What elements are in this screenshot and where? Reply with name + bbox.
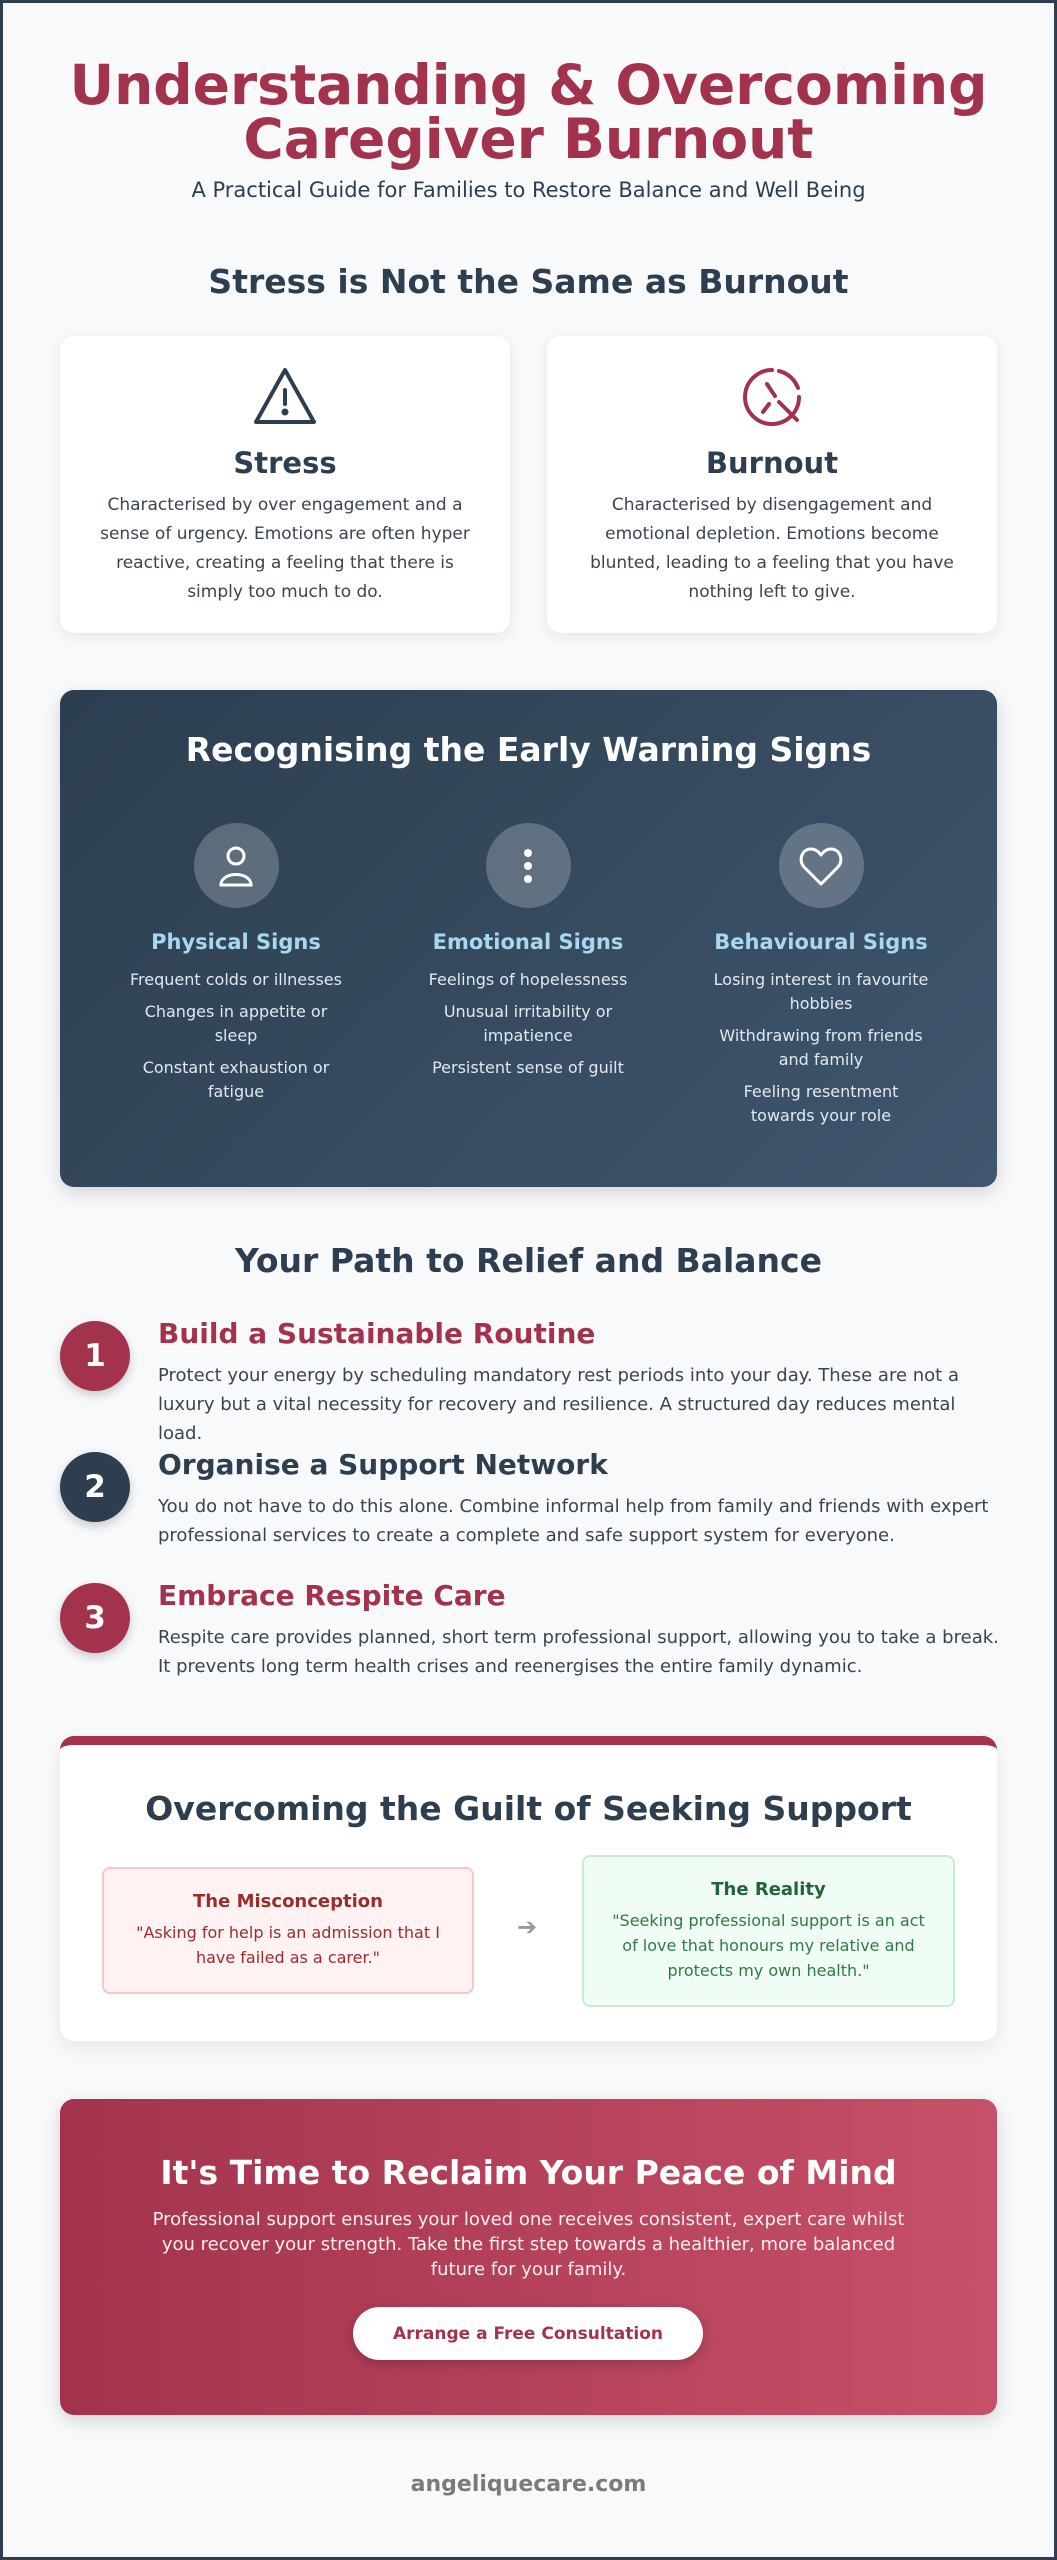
step-text: Respite care provides planned, short term professional support, allowing you to take a break. It prevents long term health crises and reenergises the entire family dynamic. bbox=[158, 1627, 999, 1677]
step-2 bbox=[60, 1448, 997, 1552]
reality-text: "Seeking professional support is an act of love that honours my relative and protects my own health." bbox=[612, 1911, 925, 1980]
emotional-signs-column bbox=[408, 823, 648, 1088]
broken-circle-icon bbox=[547, 364, 997, 434]
step-number-badge: 3 bbox=[60, 1583, 130, 1653]
warning-heading: Recognising the Early Warning Signs bbox=[185, 730, 872, 769]
stress-text: Characterised by over engagement and a sense of urgency. Emotions are often hyper reactive, creating a feeling that there is simply too much to do. bbox=[100, 495, 470, 602]
misconception-text: "Asking for help is an admission that I have failed as a carer." bbox=[136, 1923, 440, 1967]
list-item: Withdrawing from friends and family bbox=[719, 1026, 923, 1069]
cta-panel bbox=[60, 2099, 997, 2415]
physical-signs-title: Physical Signs bbox=[151, 930, 321, 954]
burnout-title: Burnout bbox=[705, 446, 839, 480]
person-icon bbox=[194, 823, 279, 908]
page-title bbox=[0, 53, 1057, 171]
warning-triangle-icon bbox=[60, 364, 510, 434]
title-line-2: Caregiver Burnout bbox=[243, 107, 814, 171]
step-title: Organise a Support Network bbox=[158, 1448, 608, 1481]
behavioural-signs-title: Behavioural Signs bbox=[714, 930, 928, 954]
step-text: You do not have to do this alone. Combine informal help from family and friends with expert professional services to create a complete and safe support system for everyone. bbox=[158, 1496, 989, 1546]
reality-title: The Reality bbox=[711, 1879, 826, 1900]
behavioural-signs-column bbox=[701, 823, 941, 1136]
stress-title: Stress bbox=[233, 446, 337, 480]
step-text: Protect your energy by scheduling mandatory rest periods into your day. These are not a luxury but a vital necessity for recovery and resilience. A structured day reduces mental load. bbox=[158, 1365, 959, 1444]
step-title: Build a Sustainable Routine bbox=[158, 1317, 596, 1350]
list-item: Feeling resentment towards your role bbox=[743, 1082, 899, 1125]
heart-icon bbox=[779, 823, 864, 908]
list-item: Losing interest in favourite hobbies bbox=[713, 970, 929, 1013]
path-heading: Your Path to Relief and Balance bbox=[234, 1241, 822, 1280]
burnout-text: Characterised by disengagement and emotional depletion. Emotions become blunted, leading to a feeling that you have nothing left to give. bbox=[590, 495, 954, 602]
warning-signs-panel bbox=[60, 690, 997, 1187]
list-item: Changes in appetite or sleep bbox=[144, 1002, 328, 1045]
arrow-right-icon: ➔ bbox=[517, 1913, 538, 1941]
cta-text: Professional support ensures your loved one receives consistent, expert care whilst you recover your strength. Take the first step towards a healthier, more balanced future for your family. bbox=[152, 2209, 905, 2280]
list-item: Persistent sense of guilt bbox=[432, 1058, 624, 1077]
comparison-heading: Stress is Not the Same as Burnout bbox=[208, 262, 849, 301]
guilt-heading: Overcoming the Guilt of Seeking Support bbox=[145, 1789, 912, 1828]
step-number-badge: 2 bbox=[60, 1452, 130, 1522]
consultation-button[interactable]: Arrange a Free Consultation bbox=[353, 2307, 703, 2360]
misconception-box bbox=[102, 1867, 474, 1994]
misconception-title: The Misconception bbox=[193, 1891, 383, 1912]
page-subtitle: A Practical Guide for Families to Restore Balance and Well Being bbox=[191, 178, 866, 202]
step-3 bbox=[60, 1579, 999, 1683]
stress-card bbox=[60, 336, 510, 633]
list-item: Frequent colds or illnesses bbox=[130, 970, 342, 989]
list-item: Unusual irritability or impatience bbox=[443, 1002, 613, 1045]
footer-site-link[interactable]: angeliquecare.com bbox=[410, 2472, 647, 2497]
step-title: Embrace Respite Care bbox=[158, 1579, 506, 1612]
physical-signs-column bbox=[116, 823, 356, 1112]
title-line-1: Understanding & Overcoming bbox=[69, 53, 988, 117]
vertical-dots-icon bbox=[486, 823, 571, 908]
list-item: Feelings of hopelessness bbox=[428, 970, 628, 989]
cta-heading: It's Time to Reclaim Your Peace of Mind bbox=[160, 2153, 897, 2192]
step-number-badge: 1 bbox=[60, 1321, 130, 1391]
step-1 bbox=[60, 1317, 997, 1444]
list-item: Constant exhaustion or fatigue bbox=[142, 1058, 330, 1101]
emotional-signs-title: Emotional Signs bbox=[432, 930, 624, 954]
reality-box bbox=[582, 1855, 955, 2007]
burnout-card bbox=[547, 336, 997, 633]
guilt-card bbox=[60, 1736, 997, 2041]
